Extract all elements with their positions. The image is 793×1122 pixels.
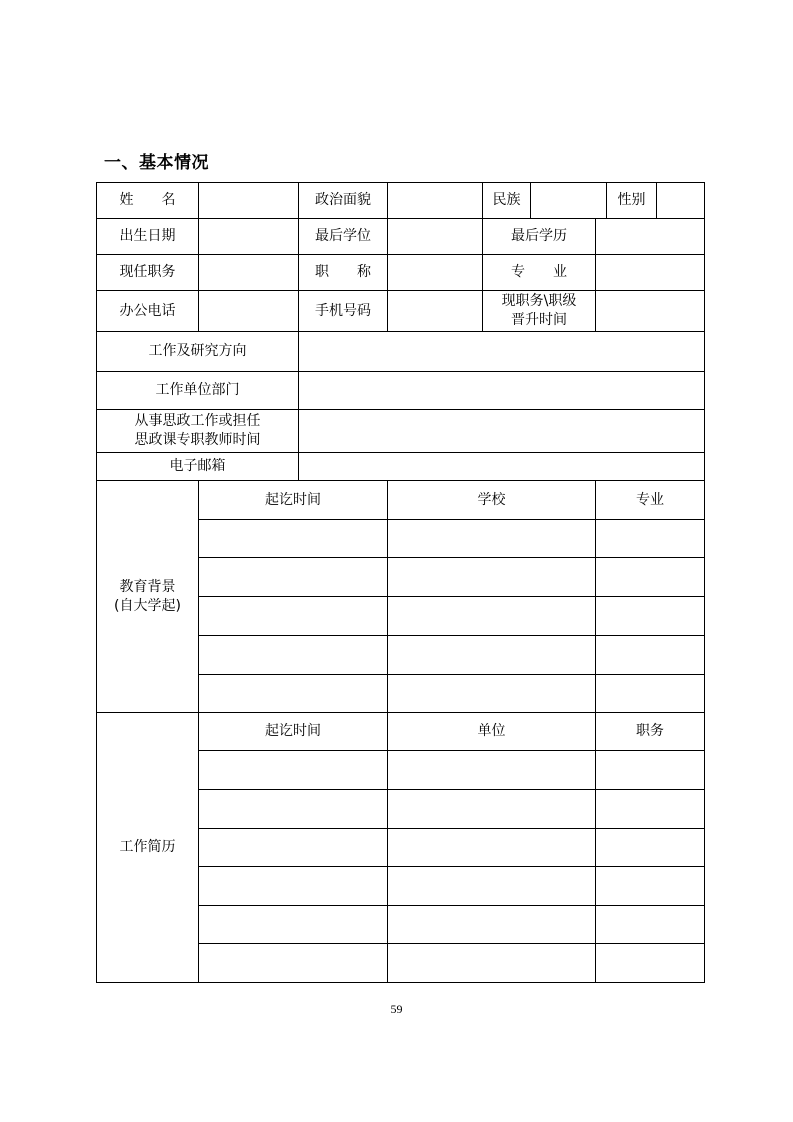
ethnicity-field[interactable] (531, 182, 607, 219)
education-header-school: 学校 (388, 481, 596, 520)
education-major-field[interactable] (596, 597, 705, 636)
education-school-field[interactable] (388, 520, 596, 558)
research-direction-label: 工作及研究方向 (96, 332, 299, 372)
education-period-field[interactable] (199, 520, 388, 558)
education-period-field[interactable] (199, 597, 388, 636)
birth-date-field[interactable] (199, 219, 299, 255)
work-unit-field[interactable] (299, 372, 705, 410)
work-period-field[interactable] (199, 944, 388, 983)
education-period-field[interactable] (199, 675, 388, 713)
current-position-field[interactable] (199, 255, 299, 291)
education-school-field[interactable] (388, 597, 596, 636)
work-position-field[interactable] (596, 867, 705, 906)
page-number: 59 (390, 1002, 403, 1016)
mobile-field[interactable] (388, 291, 483, 332)
mobile-label: 手机号码 (299, 291, 388, 332)
work-position-field[interactable] (596, 944, 705, 983)
work-period-field[interactable] (199, 867, 388, 906)
education-major-field[interactable] (596, 558, 705, 597)
work-unit-row-field[interactable] (388, 906, 596, 944)
work-unit-row-field[interactable] (388, 790, 596, 829)
highest-education-label: 最后学历 (483, 219, 596, 255)
work-position-field[interactable] (596, 906, 705, 944)
title-field[interactable] (388, 255, 483, 291)
promotion-time-label-line-2: 晋升时间 (511, 312, 567, 328)
education-period-field[interactable] (199, 636, 388, 675)
office-phone-field[interactable] (199, 291, 299, 332)
work-header-position: 职务 (596, 713, 705, 751)
work-unit-label: 工作单位部门 (96, 372, 299, 410)
work-position-field[interactable] (596, 751, 705, 790)
major-label: 专 业 (483, 255, 596, 291)
political-status-label: 政治面貌 (299, 182, 388, 219)
education-major-field[interactable] (596, 675, 705, 713)
work-period-field[interactable] (199, 906, 388, 944)
political-status-field[interactable] (388, 182, 483, 219)
education-label (96, 481, 199, 713)
work-period-field[interactable] (199, 751, 388, 790)
major-field[interactable] (596, 255, 705, 291)
work-unit-row-field[interactable] (388, 829, 596, 867)
name-field[interactable] (199, 182, 299, 219)
education-label-line-2: (自大学起) (114, 597, 181, 614)
work-unit-row-field[interactable] (388, 944, 596, 983)
work-position-field[interactable] (596, 790, 705, 829)
office-phone-label: 办公电话 (96, 291, 199, 332)
work-period-field[interactable] (199, 829, 388, 867)
email-label: 电子邮箱 (96, 453, 299, 481)
promotion-time-label-line-1: 现职务\职级 (501, 293, 577, 309)
section-title: 一、基本情况 (104, 153, 209, 173)
work-unit-row-field[interactable] (388, 751, 596, 790)
work-period-field[interactable] (199, 790, 388, 829)
email-field[interactable] (299, 453, 705, 481)
education-period-field[interactable] (199, 558, 388, 597)
birth-date-label: 出生日期 (96, 219, 199, 255)
education-header-major: 专业 (596, 481, 705, 520)
education-major-field[interactable] (596, 520, 705, 558)
education-major-field[interactable] (596, 636, 705, 675)
work-history-label: 工作简历 (96, 713, 199, 983)
highest-degree-label: 最后学位 (299, 219, 388, 255)
highest-education-field[interactable] (596, 219, 705, 255)
education-school-field[interactable] (388, 636, 596, 675)
gender-label: 性别 (607, 182, 657, 219)
education-label-line-1: 教育背景 (119, 578, 176, 595)
promotion-time-field[interactable] (596, 291, 705, 332)
ethnicity-label: 民族 (483, 182, 531, 219)
work-header-period: 起讫时间 (199, 713, 388, 751)
ideology-work-label-line-2: 思政课专职教师时间 (134, 432, 261, 448)
ideology-work-label-line-1: 从事思政工作或担任 (134, 413, 261, 429)
title-label: 职 称 (299, 255, 388, 291)
current-position-label: 现任职务 (96, 255, 199, 291)
education-header-period: 起讫时间 (199, 481, 388, 520)
name-label: 姓 名 (96, 182, 199, 219)
education-school-field[interactable] (388, 675, 596, 713)
ideology-work-field[interactable] (299, 410, 705, 453)
work-position-field[interactable] (596, 829, 705, 867)
education-school-field[interactable] (388, 558, 596, 597)
ideology-work-label (96, 410, 299, 453)
gender-field[interactable] (657, 182, 705, 219)
work-unit-row-field[interactable] (388, 867, 596, 906)
promotion-time-label (483, 291, 596, 332)
research-direction-field[interactable] (299, 332, 705, 372)
work-header-unit: 单位 (388, 713, 596, 751)
highest-degree-field[interactable] (388, 219, 483, 255)
